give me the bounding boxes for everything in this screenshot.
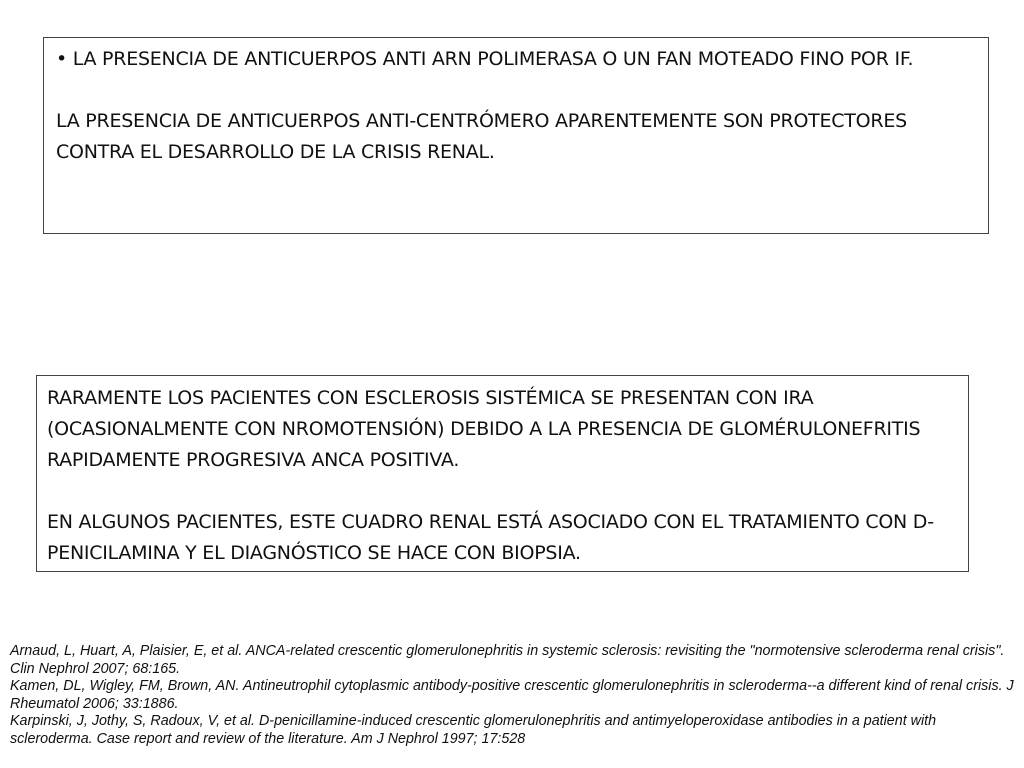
reference-item: Arnaud, L, Huart, A, Plaisier, E, et al. ANCA-related crescentic glomerulonephritis in systemic sclerosis: revisiting the "normotensive scleroderma renal crisis". Clin Nephrol 2007; 68:165. <box>10 643 1005 677</box>
reference-item: Karpinski, J, Jothy, S, Radoux, V, et al. D-penicillamine-induced crescentic glomerulonephritis and antimyeloperoxidase antibodies in a patient with scleroderma. Case report and review of the literature. Am J Nephrol 1997; 17:528 <box>10 713 937 747</box>
references-section <box>10 643 1018 749</box>
paragraph-anti-centromere: LA PRESENCIA DE ANTICUERPOS ANTI-CENTRÓMERO APARENTEMENTE SON PROTECTORES CONTRA EL DESARROLLO DE LA CRISIS RENAL. <box>56 110 907 163</box>
paragraph-anti-rna-polymerase: • LA PRESENCIA DE ANTICUERPOS ANTI ARN POLIMERASA O UN FAN MOTEADO FINO POR IF. <box>56 48 914 70</box>
paragraph-d-penicillamine: EN ALGUNOS PACIENTES, ESTE CUADRO RENAL ESTÁ ASOCIADO CON EL TRATAMIENTO CON D-PENICILAMINA Y EL DIAGNÓSTICO SE HACE CON BIOPSIA. <box>47 511 934 564</box>
reference-item: Kamen, DL, Wigley, FM, Brown, AN. Antineutrophil cytoplasmic antibody-positive crescentic glomerulonephritis in scleroderma--a different kind of renal crisis. J Rheumatol 2006; 33:1886. <box>10 678 1014 712</box>
text-box-antibodies <box>43 37 989 234</box>
paragraph-anca-positive: RARAMENTE LOS PACIENTES CON ESCLEROSIS SISTÉMICA SE PRESENTAN CON IRA (OCASIONALMENTE CON NROMOTENSIÓN) DEBIDO A LA PRESENCIA DE GLOMÉRULONEFRITIS RAPIDAMENTE PROGRESIVA ANCA POSITIVA. <box>47 387 921 471</box>
text-box-glomerulonephritis <box>36 375 969 572</box>
